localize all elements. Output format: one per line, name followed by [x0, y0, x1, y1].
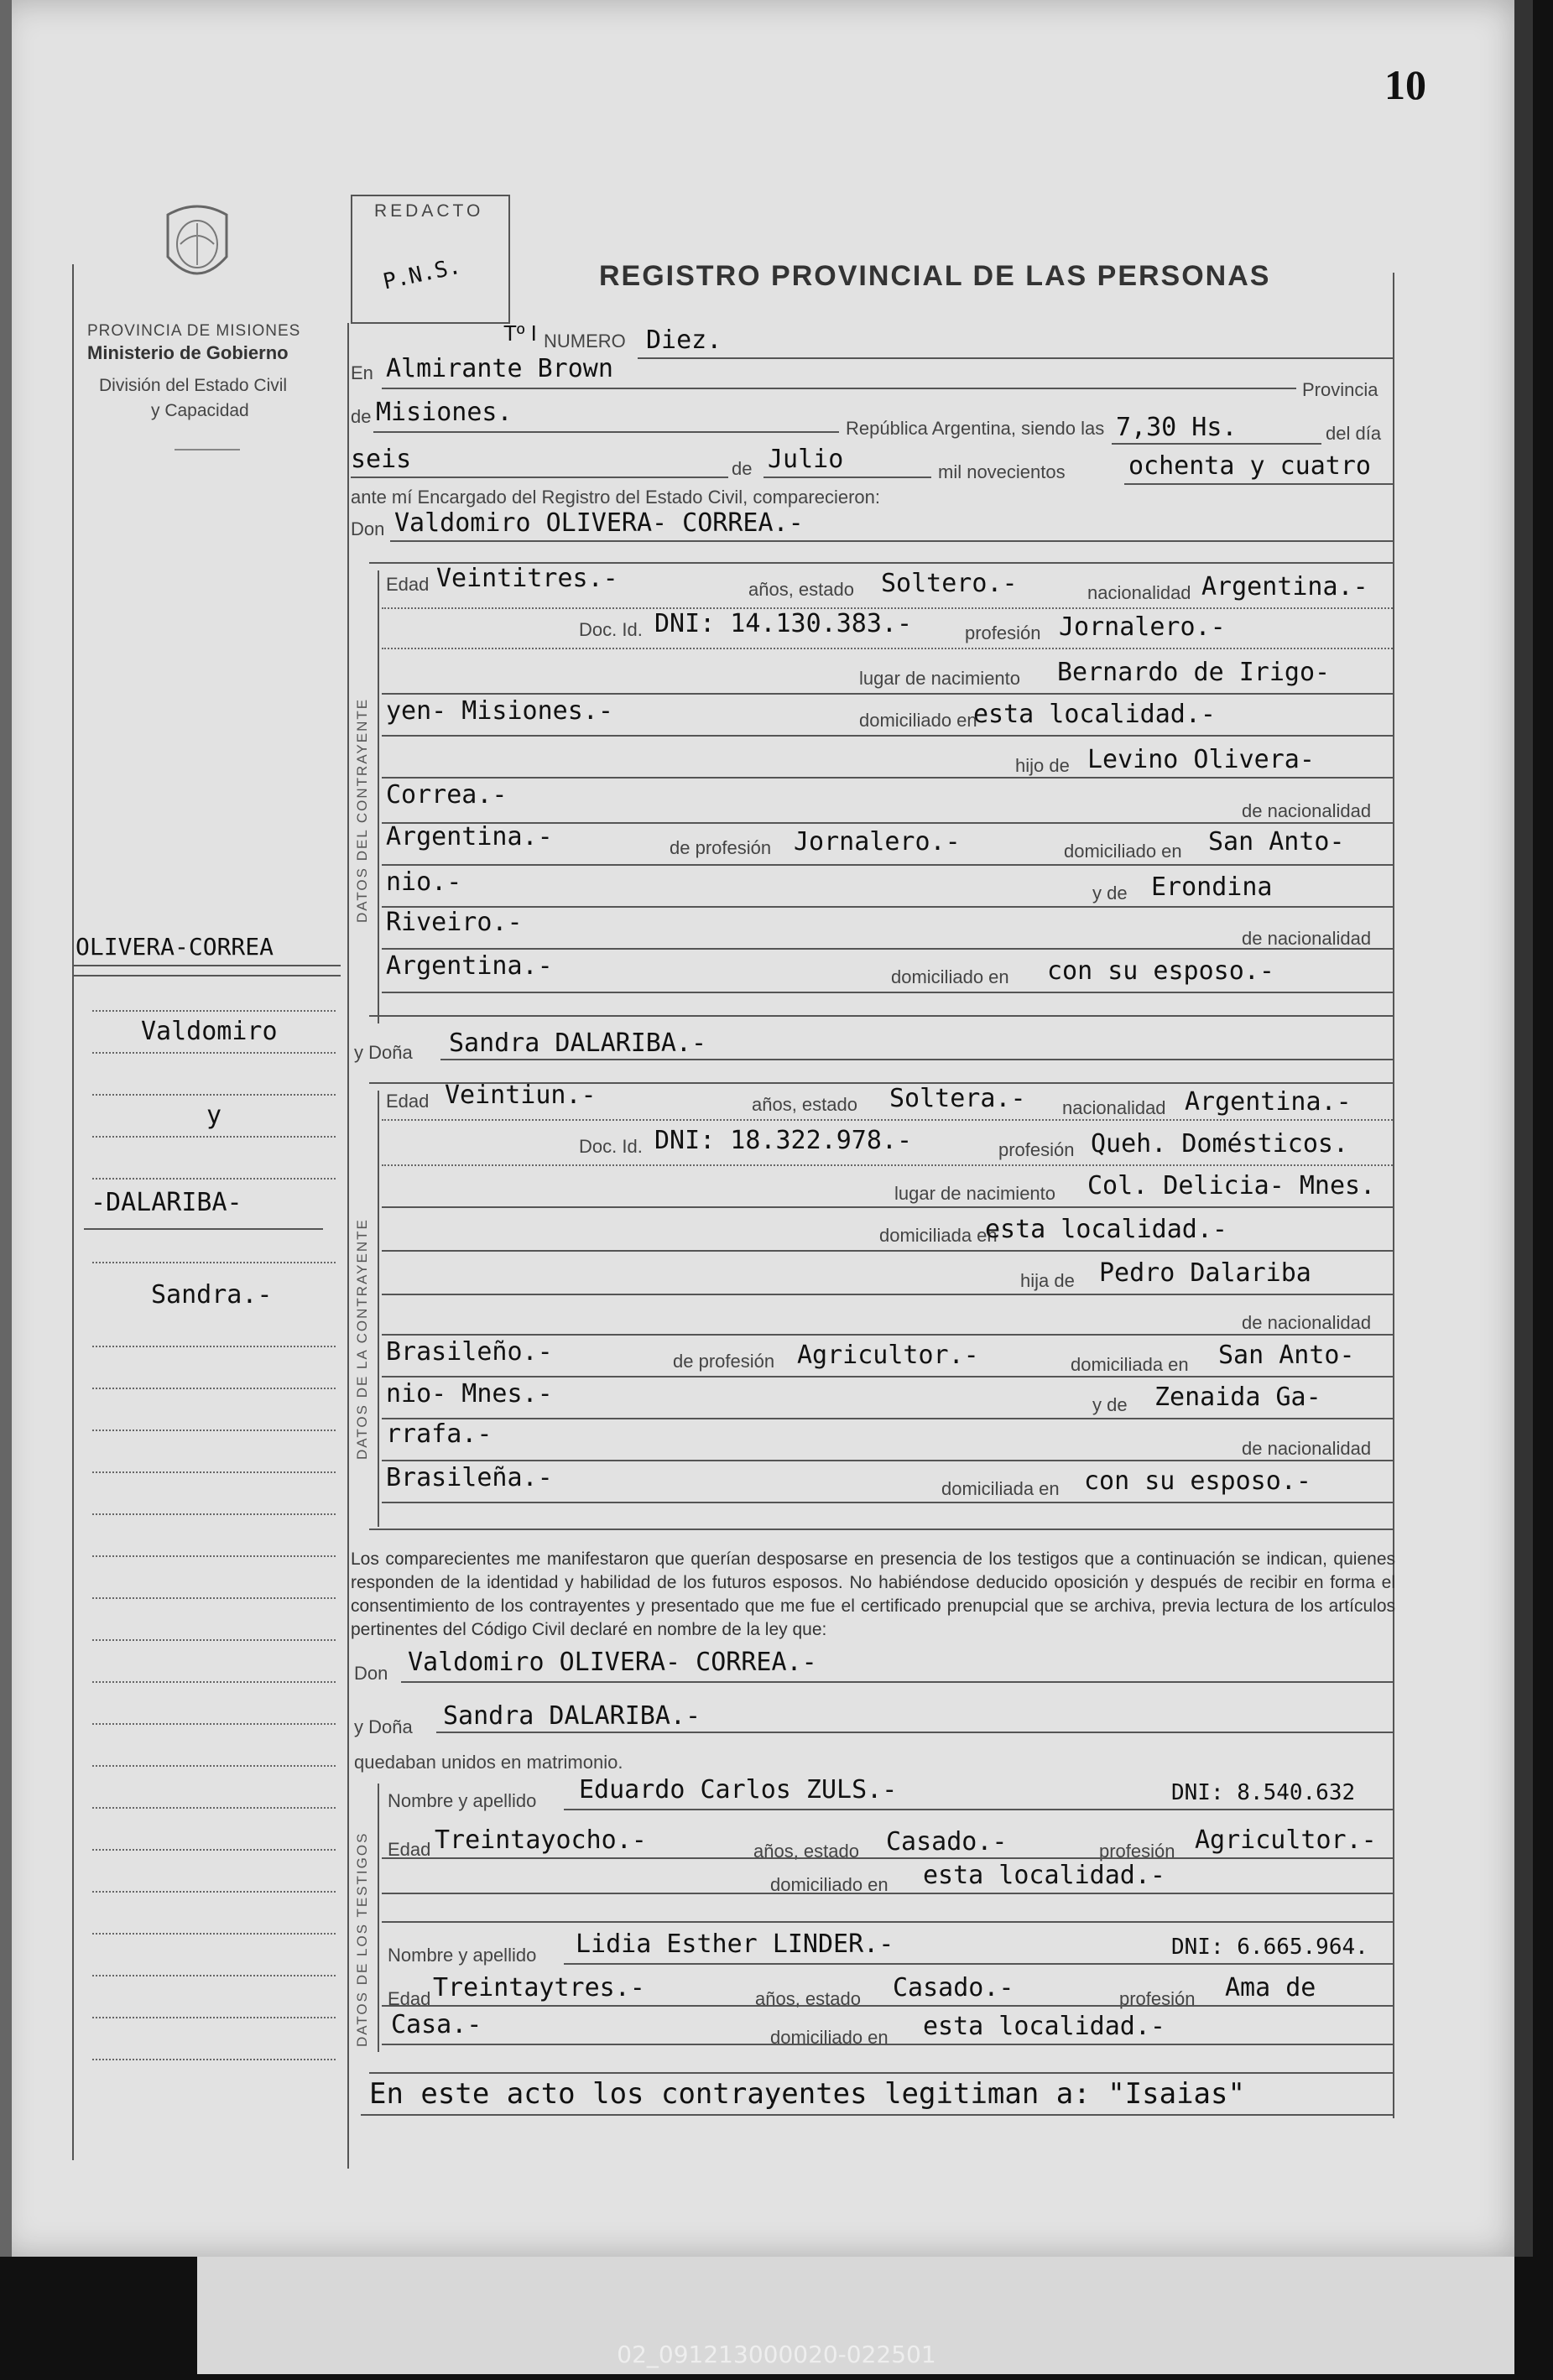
- month: Julio: [768, 445, 844, 474]
- year: ochenta y cuatro: [1128, 451, 1371, 481]
- sidebar-line-2: [72, 975, 341, 976]
- numero-line: [638, 357, 1393, 359]
- numero-label: NUMERO: [544, 331, 626, 352]
- decl-united: quedaban unidos en matrimonio.: [354, 1752, 623, 1773]
- groom-profesion-label: profesión: [965, 622, 1041, 643]
- w2-status: Casado.-: [893, 1973, 1014, 2002]
- sidebar-line-3: [84, 1228, 323, 1230]
- bride-edad-label: Edad: [386, 1091, 430, 1112]
- w1-profesion-label: profesión: [1099, 1841, 1175, 1862]
- groom-father-profession: Jornalero.-: [794, 827, 961, 857]
- bride-mother-1: Zenaida Ga-: [1154, 1383, 1321, 1412]
- bride-mother-domicile-label: domiciliada en: [941, 1478, 1060, 1499]
- sidebar-dots-15: [92, 1681, 336, 1683]
- witness-separator: [382, 1921, 1393, 1923]
- ante-text: ante mí Encargado del Registro del Estado Civil, comparecieron:: [351, 487, 880, 508]
- bride-name-line: [440, 1059, 1393, 1060]
- w1-status: Casado.-: [886, 1827, 1008, 1857]
- bride-profession: Queh. Domésticos.: [1091, 1129, 1349, 1159]
- sidebar-frame-line: [72, 264, 74, 2160]
- bride-line-4: [382, 1250, 1393, 1252]
- province-label: PROVINCIA DE MISIONES: [87, 322, 301, 340]
- redacto-label: REDACTO: [374, 201, 484, 221]
- sidebar-dots-9: [92, 1430, 336, 1431]
- right-frame-line: [1393, 273, 1394, 2118]
- sidebar-dots-19: [92, 1849, 336, 1851]
- sidebar-dots-22: [92, 1975, 336, 1976]
- sidebar-dots-5: [92, 1178, 336, 1180]
- bride-doc-label: Doc. Id.: [579, 1136, 643, 1157]
- w1-doc: DNI: 8.540.632: [1171, 1780, 1356, 1805]
- w2-line-2: [382, 2005, 1393, 2007]
- sidebar-dots-16: [92, 1723, 336, 1725]
- bride-block-bottom: [369, 1529, 1393, 1530]
- bride-father-domicile-1: San Anto-: [1218, 1341, 1355, 1370]
- province-line: [373, 431, 839, 433]
- redacto-initials: P.N.S.: [380, 253, 464, 295]
- bride-estado-label: años, estado: [752, 1094, 857, 1115]
- groom-y-de-label: y de: [1092, 883, 1128, 904]
- capacity-label: y Capacidad: [151, 401, 249, 420]
- groom-line-7: [382, 864, 1393, 866]
- bride-name: Sandra DALARIBA.-: [449, 1029, 707, 1058]
- republica-label: República Argentina, siendo las: [846, 418, 1105, 439]
- groom-mother-nationality-label: de nacionalidad: [1242, 928, 1372, 949]
- day-line: [351, 477, 728, 478]
- groom-birthplace-1: Bernardo de Irigo-: [1057, 658, 1331, 687]
- groom-hijo-label: hijo de: [1015, 755, 1070, 776]
- w2-age: Treintaytres.-: [433, 1973, 645, 2002]
- ministry-label: Ministerio de Gobierno: [87, 342, 289, 363]
- bride-hija-label: hija de: [1020, 1270, 1075, 1291]
- bride-dona-label: y Doña: [354, 1042, 413, 1063]
- bride-line-2: [382, 1164, 1393, 1166]
- bride-de-profesion-label: de profesión: [673, 1351, 775, 1372]
- bride-doc: DNI: 18.322.978.-: [654, 1126, 913, 1155]
- w2-name-line: [564, 1963, 1393, 1965]
- sidebar-dots-17: [92, 1765, 336, 1767]
- decl-dona-label: y Doña: [354, 1716, 413, 1737]
- province-value: Misiones.: [376, 398, 513, 427]
- groom-mother-domicile: con su esposo.-: [1047, 956, 1274, 986]
- groom-block-line: [378, 570, 379, 1023]
- groom-mother-nationality: Argentina.-: [386, 951, 553, 981]
- place: Almirante Brown: [386, 354, 613, 383]
- w1-domiciliado-label: domiciliado en: [770, 1874, 889, 1895]
- w2-line-3: [382, 2044, 1393, 2045]
- w1-name-line: [564, 1809, 1393, 1810]
- del-dia-label: del día: [1326, 423, 1382, 444]
- groom-domicile: esta localidad.-: [973, 700, 1216, 729]
- header-divider: [175, 449, 240, 450]
- groom-father-domicile-1: San Anto-: [1208, 827, 1345, 857]
- bride-birthplace: Col. Delicia- Mnes.: [1087, 1171, 1376, 1200]
- w2-edad-label: Edad: [388, 1988, 431, 2009]
- groom-status: Soltero.-: [881, 569, 1018, 598]
- groom-line-2: [382, 648, 1393, 649]
- w2-domiciliado-label: domiciliado en: [770, 2027, 889, 2048]
- hour-line: [1112, 443, 1321, 445]
- bride-domiciliada-label: domiciliada en: [879, 1225, 998, 1246]
- year-line: [1124, 483, 1393, 485]
- bride-y-de-label: y de: [1092, 1394, 1128, 1415]
- page-number: 10: [1384, 61, 1426, 108]
- groom-father-nationality: Argentina.-: [386, 822, 553, 851]
- en-label: En: [351, 362, 373, 383]
- bride-mother-nationality: Brasileña.-: [386, 1463, 553, 1492]
- legitimation-note: En este acto los contrayentes legitiman a: "Isaias": [369, 2077, 1245, 2111]
- month-line: [763, 477, 931, 478]
- redacto-box: [351, 195, 510, 324]
- w2-estado-label: años, estado: [755, 1988, 861, 2009]
- w1-line-3: [382, 1893, 1393, 1894]
- w1-age: Treintayocho.-: [435, 1825, 647, 1855]
- bride-line-1: [382, 1119, 1393, 1121]
- sidebar-dots-23: [92, 2017, 336, 2018]
- binding-edge: [0, 0, 12, 2257]
- groom-name-line: [390, 540, 1393, 542]
- sidebar-dots-10: [92, 1471, 336, 1473]
- sidebar-dots-14: [92, 1639, 336, 1641]
- sidebar-dots-6: [92, 1262, 336, 1263]
- provincia-label: Provincia: [1302, 379, 1378, 400]
- groom-mother-domicile-label: domiciliado en: [891, 966, 1009, 987]
- groom-age: Veintitres.-: [436, 564, 618, 593]
- w1-domicile: esta localidad.-: [923, 1861, 1165, 1890]
- bride-line-7: [382, 1376, 1393, 1377]
- note-line: [361, 2114, 1393, 2116]
- mil-label: mil novecientos: [938, 461, 1066, 482]
- decl-groom: Valdomiro OLIVERA- CORREA.-: [408, 1648, 817, 1677]
- groom-father-2: Correa.-: [386, 780, 508, 810]
- w1-line-2: [382, 1857, 1393, 1859]
- bride-mother-2: rrafa.-: [386, 1419, 492, 1449]
- groom-line-8: [382, 906, 1393, 908]
- w2-profesion-label: profesión: [1119, 1988, 1196, 2009]
- groom-block-bottom: [369, 1015, 1393, 1017]
- groom-lugar-label: lugar de nacimiento: [859, 668, 1021, 689]
- groom-doc-label: Doc. Id.: [579, 619, 643, 640]
- day: seis: [351, 445, 412, 474]
- bride-mother-nationality-label: de nacionalidad: [1242, 1438, 1372, 1459]
- sidebar-dots-8: [92, 1388, 336, 1389]
- sidebar-dots-13: [92, 1597, 336, 1599]
- groom-edad-label: Edad: [386, 574, 430, 595]
- groom-father-domicile-label: domiciliado en: [1064, 841, 1182, 862]
- hour: 7,30 Hs.: [1116, 413, 1238, 442]
- decl-groom-line: [401, 1681, 1393, 1683]
- tomo-label: Tº I: [503, 320, 537, 346]
- bride-father: Pedro Dalariba: [1099, 1258, 1311, 1288]
- groom-profession: Jornalero.-: [1059, 612, 1226, 642]
- sidebar-given-bride: Sandra.-: [151, 1280, 273, 1310]
- bride-father-domicile-label: domiciliada en: [1071, 1354, 1189, 1375]
- bride-section-label: DATOS DE LA CONTRAYENTE: [354, 1218, 370, 1460]
- bride-status: Soltera.-: [889, 1084, 1026, 1113]
- sidebar-surname-groom: OLIVERA-CORREA: [76, 933, 274, 961]
- act-number: Diez.: [646, 325, 722, 355]
- month-de-label: de: [732, 458, 753, 479]
- w2-profession-1: Ama de: [1225, 1973, 1316, 2002]
- groom-nacionalidad-label: nacionalidad: [1087, 582, 1191, 603]
- division-label: División del Estado Civil: [99, 376, 288, 395]
- bride-line-8: [382, 1418, 1393, 1419]
- groom-mother-1: Erondina: [1151, 872, 1273, 902]
- registry-title: REGISTRO PROVINCIAL DE LAS PERSONAS: [599, 260, 1271, 292]
- decl-bride-line: [436, 1732, 1393, 1733]
- bride-father-profession: Agricultor.-: [797, 1341, 979, 1370]
- provincial-seal-icon: [159, 198, 235, 290]
- bride-block-line: [378, 1091, 379, 1527]
- sidebar-dots-11: [92, 1513, 336, 1515]
- witness-block-line: [378, 1784, 379, 2052]
- bride-domicile: esta localidad.-: [985, 1215, 1227, 1244]
- groom-birthplace-2: yen- Misiones.-: [386, 696, 613, 726]
- groom-father-domicile-2: nio.-: [386, 867, 462, 897]
- sidebar-surname-bride: -DALARIBA-: [91, 1188, 242, 1217]
- bride-age: Veintiun.-: [445, 1081, 597, 1110]
- w2-doc: DNI: 6.665.964.: [1171, 1935, 1368, 1960]
- bride-nacionalidad-label: nacionalidad: [1062, 1097, 1166, 1118]
- bride-line-3: [382, 1206, 1393, 1208]
- sidebar-line-1: [72, 965, 341, 966]
- groom-domiciliado-label: domiciliado en: [859, 710, 977, 731]
- sidebar-dots-1: [92, 1010, 336, 1012]
- w1-name-label: Nombre y apellido: [388, 1790, 537, 1811]
- sidebar-dots-21: [92, 1933, 336, 1935]
- w1-edad-label: Edad: [388, 1839, 431, 1860]
- bride-mother-domicile: con su esposo.-: [1084, 1466, 1311, 1496]
- sidebar-dots-24: [92, 2059, 336, 2060]
- sidebar-dots-20: [92, 1891, 336, 1893]
- bride-father-domicile-2: nio- Mnes.-: [386, 1379, 553, 1409]
- groom-line-4: [382, 735, 1393, 737]
- bride-line-5: [382, 1294, 1393, 1295]
- bride-profesion-label: profesión: [998, 1139, 1075, 1160]
- decl-bride: Sandra DALARIBA.-: [443, 1701, 701, 1731]
- sidebar-conjunction: y: [206, 1101, 222, 1130]
- w1-profession: Agricultor.-: [1195, 1825, 1377, 1855]
- bride-line-6: [382, 1334, 1393, 1336]
- groom-line-9: [382, 948, 1393, 950]
- bride-line-9: [382, 1460, 1393, 1461]
- sidebar-dots-4: [92, 1136, 336, 1138]
- groom-de-profesion-label: de profesión: [670, 837, 772, 858]
- w2-name-label: Nombre y apellido: [388, 1945, 537, 1966]
- groom-line-3: [382, 693, 1393, 695]
- sidebar-dots-2: [92, 1052, 336, 1054]
- scan-id: 02_091213000020-022501: [617, 2341, 936, 2368]
- w1-estado-label: años, estado: [753, 1841, 859, 1862]
- w2-profession-2: Casa.-: [391, 2010, 482, 2039]
- sidebar-dots-18: [92, 1807, 336, 1809]
- don-label: Don: [351, 518, 385, 539]
- groom-line-5: [382, 777, 1393, 779]
- left-frame-line: [347, 323, 349, 2169]
- bride-father-nationality: Brasileño.-: [386, 1337, 553, 1367]
- bride-nationality: Argentina.-: [1185, 1087, 1352, 1117]
- place-line: [382, 388, 1296, 389]
- w2-name: Lidia Esther LINDER.-: [576, 1930, 894, 1959]
- bride-de-nacionalidad-label: de nacionalidad: [1242, 1312, 1372, 1333]
- groom-mother-2: Riveiro.-: [386, 908, 523, 937]
- witness-section-label: DATOS DE LOS TESTIGOS: [354, 1831, 370, 2047]
- groom-father-1: Levino Olivera-: [1087, 745, 1315, 774]
- groom-section-label: DATOS DEL CONTRAYENTE: [354, 697, 370, 923]
- bride-line-10: [382, 1502, 1393, 1503]
- bride-lugar-label: lugar de nacimiento: [894, 1183, 1056, 1204]
- w2-domicile: esta localidad.-: [923, 2012, 1165, 2041]
- sidebar-dots-12: [92, 1555, 336, 1557]
- groom-line-10: [382, 992, 1393, 993]
- declaration-text: Los comparecientes me manifestaron que querían desposarse en presencia de los testigos que a continuación se indican, quienes responden de la identidad y habilidad de los futuros esposos. No habiéndose deducido oposición y después de recibir en forma el consentimiento de los contrayentes y presentado que me fue el certificado prenupcial que se archiva, previa lectura de los artículos pertinentes del Código Civil declaré en nombre de la ley que:: [351, 1549, 1395, 1639]
- groom-name: Valdomiro OLIVERA- CORREA.-: [394, 508, 804, 538]
- witness-block-bottom: [369, 2072, 1393, 2074]
- w1-name: Eduardo Carlos ZULS.-: [579, 1775, 898, 1805]
- groom-doc: DNI: 14.130.383.-: [654, 609, 913, 638]
- groom-de-nacionalidad-label: de nacionalidad: [1242, 800, 1372, 821]
- sidebar-dots-7: [92, 1346, 336, 1347]
- groom-estado-label: años, estado: [748, 579, 854, 600]
- sidebar-dots-3: [92, 1094, 336, 1096]
- sidebar-given-groom: Valdomiro: [141, 1017, 278, 1046]
- groom-nationality: Argentina.-: [1201, 572, 1368, 602]
- decl-don-label: Don: [354, 1663, 388, 1684]
- de-label: de: [351, 406, 372, 427]
